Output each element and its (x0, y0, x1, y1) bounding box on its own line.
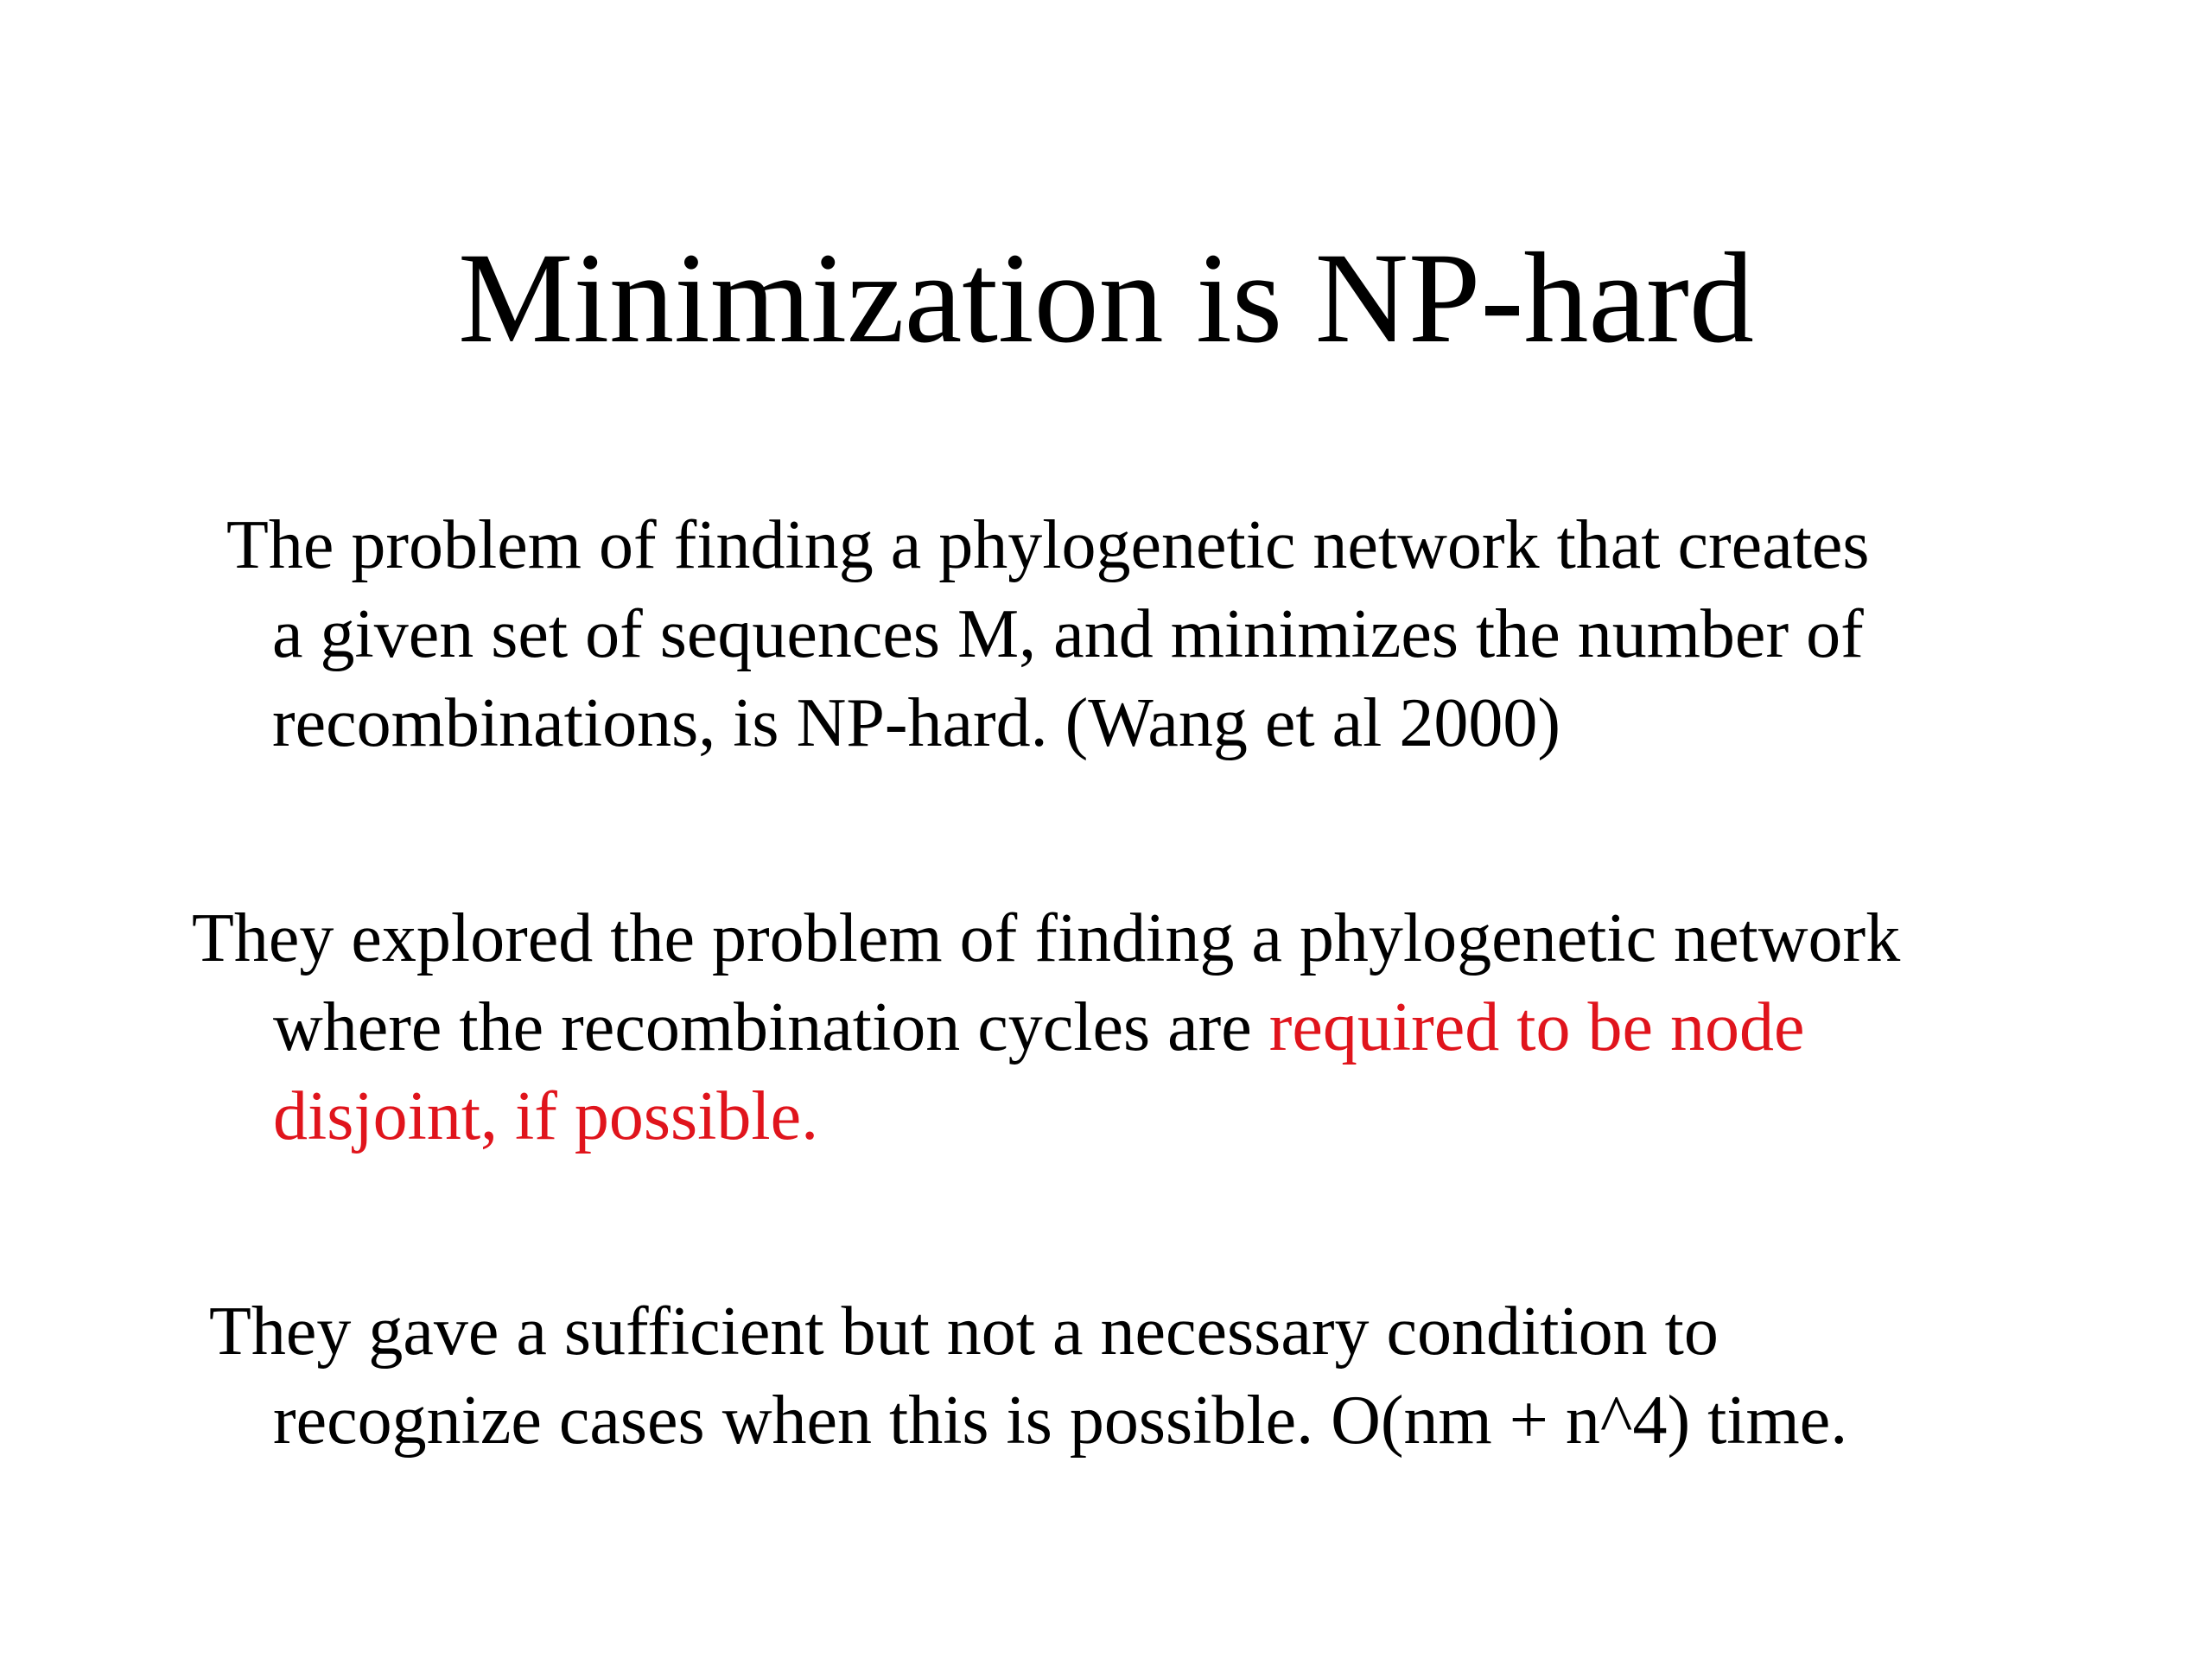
highlighted-text: disjoint, if possible. (273, 1078, 819, 1154)
paragraph-line: recognize cases when this is possible. O(nm + n^4) time. (273, 1382, 1848, 1459)
paragraph-text: where the recombination cycles are (273, 989, 1269, 1065)
paragraph-sufficient-condition (209, 1287, 1847, 1465)
paragraph-node-disjoint (192, 894, 1900, 1161)
paragraph-line: They gave a sufficient but not a necessary condition to (209, 1294, 1719, 1370)
paragraph-np-hard (226, 501, 1870, 768)
paragraph-line: They explored the problem of finding a phylogenetic network (192, 900, 1901, 976)
paragraph-line (273, 983, 1900, 1072)
paragraph-line: a given set of sequences M, and minimizes the number of (272, 596, 1864, 672)
highlighted-text: required to be node (1268, 989, 1805, 1065)
paragraph-line: The problem of finding a phylogenetic network that creates (226, 507, 1870, 583)
slide-title: Minimization is NP-hard (458, 226, 1754, 370)
paragraph-line: recombinations, is NP-hard. (Wang et al 2000) (272, 685, 1560, 761)
